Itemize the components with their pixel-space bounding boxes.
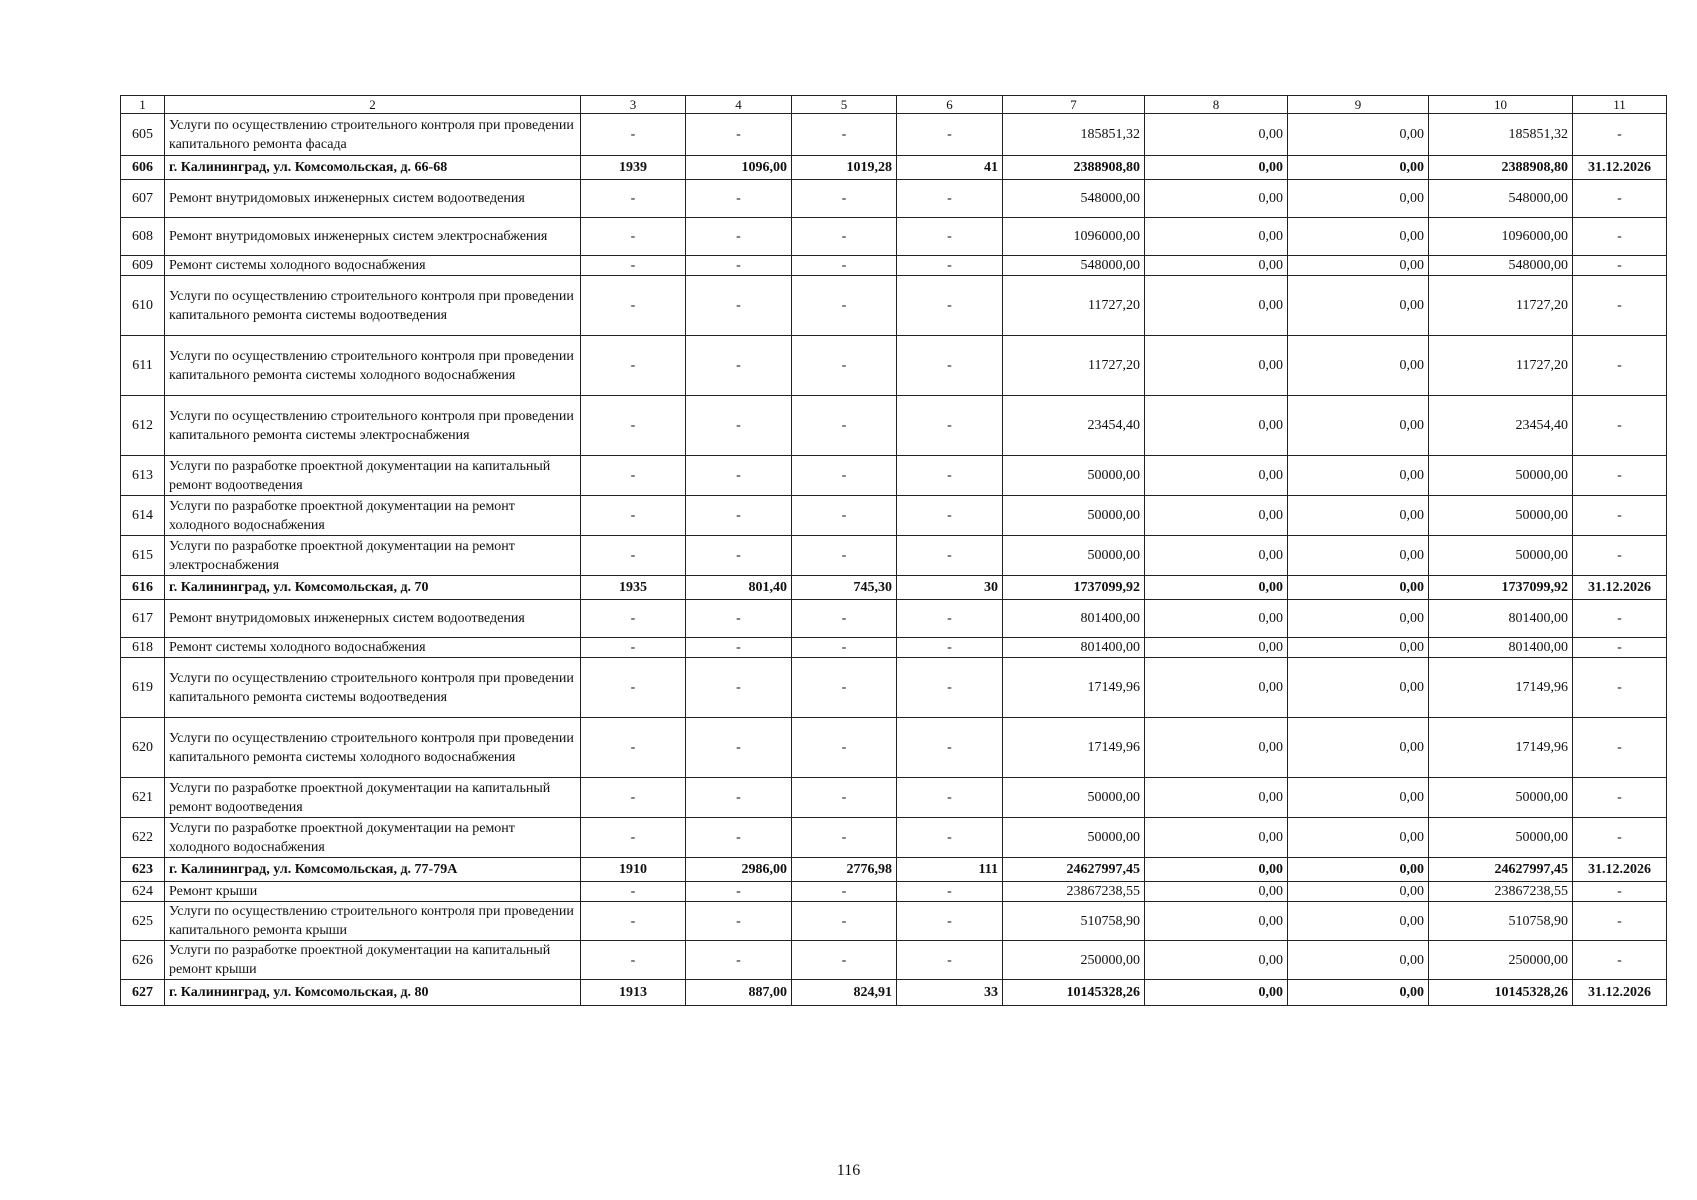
cell-col5: -	[792, 114, 897, 156]
cell-col4: -	[686, 218, 792, 256]
cell-col9: 0,00	[1288, 276, 1429, 336]
cell-col8: 0,00	[1145, 600, 1288, 638]
work-description: Услуги по осуществлению строительного контроля при проведении капитального ремонта системы холодного водоснабжения	[165, 718, 581, 778]
col-header: 1	[121, 96, 165, 114]
cell-col8: 0,00	[1145, 576, 1288, 600]
cell-col3: 1935	[581, 576, 686, 600]
cell-col4: -	[686, 902, 792, 941]
cell-col3: -	[581, 600, 686, 638]
col-header: 6	[897, 96, 1003, 114]
cell-col3: -	[581, 336, 686, 396]
cell-col9: 0,00	[1288, 638, 1429, 658]
cell-col5: -	[792, 778, 897, 818]
cell-col10: 50000,00	[1429, 496, 1573, 536]
cell-col7: 50000,00	[1003, 456, 1145, 496]
cell-col7: 250000,00	[1003, 941, 1145, 980]
cell-col8: 0,00	[1145, 902, 1288, 941]
cell-col11: 31.12.2026	[1573, 980, 1667, 1006]
cell-col3: -	[581, 496, 686, 536]
row-number: 611	[121, 336, 165, 396]
cell-col9: 0,00	[1288, 180, 1429, 218]
cell-col7: 185851,32	[1003, 114, 1145, 156]
cell-col10: 23454,40	[1429, 396, 1573, 456]
cell-col6: 41	[897, 156, 1003, 180]
cell-col7: 10145328,26	[1003, 980, 1145, 1006]
cell-col10: 17149,96	[1429, 658, 1573, 718]
table-row	[121, 180, 1667, 218]
cell-col3: -	[581, 658, 686, 718]
cell-col8: 0,00	[1145, 256, 1288, 276]
cell-col10: 510758,90	[1429, 902, 1573, 941]
cell-col4: -	[686, 536, 792, 576]
cell-col3: -	[581, 882, 686, 902]
cell-col4: 1096,00	[686, 156, 792, 180]
cell-col6: -	[897, 658, 1003, 718]
col-header: 2	[165, 96, 581, 114]
row-number: 627	[121, 980, 165, 1006]
work-description: Услуги по осуществлению строительного контроля при проведении капитального ремонта системы водоотведения	[165, 276, 581, 336]
cell-col4: -	[686, 718, 792, 778]
cell-col9: 0,00	[1288, 778, 1429, 818]
cell-col11: -	[1573, 336, 1667, 396]
cell-col7: 50000,00	[1003, 496, 1145, 536]
table-row	[121, 638, 1667, 658]
cell-col3: -	[581, 536, 686, 576]
cell-col6: -	[897, 600, 1003, 638]
cell-col7: 50000,00	[1003, 536, 1145, 576]
cell-col6: -	[897, 276, 1003, 336]
cell-col8: 0,00	[1145, 180, 1288, 218]
work-description: Услуги по разработке проектной документации на ремонт электроснабжения	[165, 536, 581, 576]
cell-col9: 0,00	[1288, 980, 1429, 1006]
row-number: 615	[121, 536, 165, 576]
cell-col10: 17149,96	[1429, 718, 1573, 778]
cell-col9: 0,00	[1288, 718, 1429, 778]
cell-col3: -	[581, 114, 686, 156]
cell-col10: 50000,00	[1429, 456, 1573, 496]
col-header: 5	[792, 96, 897, 114]
row-number: 619	[121, 658, 165, 718]
row-number: 605	[121, 114, 165, 156]
row-number: 608	[121, 218, 165, 256]
cell-col10: 1096000,00	[1429, 218, 1573, 256]
cell-col4: -	[686, 256, 792, 276]
cell-col5: -	[792, 941, 897, 980]
cell-col4: -	[686, 396, 792, 456]
cell-col8: 0,00	[1145, 114, 1288, 156]
cell-col3: -	[581, 818, 686, 858]
cell-col4: -	[686, 180, 792, 218]
cell-col8: 0,00	[1145, 818, 1288, 858]
cell-col7: 17149,96	[1003, 718, 1145, 778]
cell-col11: -	[1573, 276, 1667, 336]
cell-col4: -	[686, 276, 792, 336]
cell-col6: 33	[897, 980, 1003, 1006]
row-number: 612	[121, 396, 165, 456]
cell-col7: 801400,00	[1003, 638, 1145, 658]
cell-col4: 887,00	[686, 980, 792, 1006]
cell-col10: 801400,00	[1429, 638, 1573, 658]
cell-col5: 2776,98	[792, 858, 897, 882]
work-description: Услуги по осуществлению строительного контроля при проведении капитального ремонта системы водоотведения	[165, 658, 581, 718]
cell-col5: -	[792, 638, 897, 658]
cell-col4: -	[686, 496, 792, 536]
cell-col8: 0,00	[1145, 778, 1288, 818]
row-number: 616	[121, 576, 165, 600]
cell-col3: 1910	[581, 858, 686, 882]
cell-col11: -	[1573, 902, 1667, 941]
cell-col8: 0,00	[1145, 718, 1288, 778]
cell-col8: 0,00	[1145, 658, 1288, 718]
capital-repair-table	[120, 95, 1667, 1006]
cell-col5: -	[792, 180, 897, 218]
cell-col10: 24627997,45	[1429, 858, 1573, 882]
cell-col3: -	[581, 941, 686, 980]
cell-col5: -	[792, 658, 897, 718]
table-row	[121, 600, 1667, 638]
work-description: Услуги по разработке проектной документации на капитальный ремонт крыши	[165, 941, 581, 980]
cell-col5: -	[792, 218, 897, 256]
row-number: 622	[121, 818, 165, 858]
cell-col7: 50000,00	[1003, 818, 1145, 858]
cell-col4: -	[686, 336, 792, 396]
cell-col9: 0,00	[1288, 882, 1429, 902]
work-description: Услуги по осуществлению строительного контроля при проведении капитального ремонта фасада	[165, 114, 581, 156]
cell-col4: -	[686, 600, 792, 638]
cell-col6: -	[897, 882, 1003, 902]
table-row	[121, 882, 1667, 902]
row-number: 626	[121, 941, 165, 980]
cell-col11: -	[1573, 778, 1667, 818]
row-number: 618	[121, 638, 165, 658]
cell-col8: 0,00	[1145, 858, 1288, 882]
cell-col4: -	[686, 638, 792, 658]
cell-col5: -	[792, 882, 897, 902]
row-number: 617	[121, 600, 165, 638]
cell-col11: -	[1573, 536, 1667, 576]
cell-col7: 548000,00	[1003, 256, 1145, 276]
work-description: г. Калининград, ул. Комсомольская, д. 70	[165, 576, 581, 600]
row-number: 614	[121, 496, 165, 536]
work-description: Ремонт внутридомовых инженерных систем электроснабжения	[165, 218, 581, 256]
cell-col11: 31.12.2026	[1573, 576, 1667, 600]
cell-col3: 1913	[581, 980, 686, 1006]
cell-col11: -	[1573, 218, 1667, 256]
table-row	[121, 941, 1667, 980]
cell-col8: 0,00	[1145, 638, 1288, 658]
cell-col10: 250000,00	[1429, 941, 1573, 980]
table-row	[121, 536, 1667, 576]
cell-col6: -	[897, 818, 1003, 858]
cell-col5: -	[792, 536, 897, 576]
address-row	[121, 156, 1667, 180]
table-row	[121, 336, 1667, 396]
cell-col10: 1737099,92	[1429, 576, 1573, 600]
cell-col11: -	[1573, 496, 1667, 536]
table-row	[121, 276, 1667, 336]
cell-col6: -	[897, 218, 1003, 256]
cell-col10: 10145328,26	[1429, 980, 1573, 1006]
cell-col7: 24627997,45	[1003, 858, 1145, 882]
cell-col5: -	[792, 276, 897, 336]
col-header: 7	[1003, 96, 1145, 114]
cell-col5: 745,30	[792, 576, 897, 600]
table-row	[121, 496, 1667, 536]
row-number: 607	[121, 180, 165, 218]
cell-col9: 0,00	[1288, 156, 1429, 180]
cell-col3: -	[581, 638, 686, 658]
work-description: г. Калининград, ул. Комсомольская, д. 77-79А	[165, 858, 581, 882]
cell-col4: -	[686, 882, 792, 902]
cell-col4: 801,40	[686, 576, 792, 600]
row-number: 620	[121, 718, 165, 778]
table-row	[121, 114, 1667, 156]
cell-col5: -	[792, 496, 897, 536]
col-header: 8	[1145, 96, 1288, 114]
cell-col5: 1019,28	[792, 156, 897, 180]
cell-col3: -	[581, 396, 686, 456]
page-number: 116	[836, 1162, 861, 1179]
cell-col5: -	[792, 818, 897, 858]
cell-col4: -	[686, 456, 792, 496]
row-number: 606	[121, 156, 165, 180]
table-row	[121, 778, 1667, 818]
cell-col7: 17149,96	[1003, 658, 1145, 718]
cell-col11: -	[1573, 658, 1667, 718]
work-description: Ремонт внутридомовых инженерных систем водоотведения	[165, 180, 581, 218]
cell-col10: 548000,00	[1429, 180, 1573, 218]
cell-col11: 31.12.2026	[1573, 858, 1667, 882]
cell-col3: -	[581, 218, 686, 256]
cell-col9: 0,00	[1288, 496, 1429, 536]
cell-col6: -	[897, 336, 1003, 396]
cell-col7: 1737099,92	[1003, 576, 1145, 600]
cell-col9: 0,00	[1288, 336, 1429, 396]
cell-col8: 0,00	[1145, 336, 1288, 396]
cell-col6: -	[897, 496, 1003, 536]
table-row	[121, 256, 1667, 276]
work-description: Услуги по осуществлению строительного контроля при проведении капитального ремонта системы холодного водоснабжения	[165, 336, 581, 396]
col-header: 9	[1288, 96, 1429, 114]
cell-col7: 50000,00	[1003, 778, 1145, 818]
cell-col6: -	[897, 180, 1003, 218]
address-row	[121, 980, 1667, 1006]
cell-col6: -	[897, 902, 1003, 941]
table-row	[121, 658, 1667, 718]
cell-col9: 0,00	[1288, 902, 1429, 941]
cell-col9: 0,00	[1288, 818, 1429, 858]
table-row	[121, 218, 1667, 256]
col-header: 10	[1429, 96, 1573, 114]
cell-col7: 801400,00	[1003, 600, 1145, 638]
cell-col7: 11727,20	[1003, 276, 1145, 336]
cell-col6: -	[897, 638, 1003, 658]
cell-col5: -	[792, 396, 897, 456]
cell-col5: -	[792, 718, 897, 778]
cell-col7: 510758,90	[1003, 902, 1145, 941]
cell-col11: -	[1573, 456, 1667, 496]
cell-col6: -	[897, 778, 1003, 818]
cell-col11: -	[1573, 396, 1667, 456]
cell-col5: -	[792, 336, 897, 396]
col-header: 3	[581, 96, 686, 114]
row-number: 623	[121, 858, 165, 882]
cell-col3: -	[581, 902, 686, 941]
cell-col8: 0,00	[1145, 276, 1288, 336]
address-row	[121, 576, 1667, 600]
work-description: Услуги по разработке проектной документации на ремонт холодного водоснабжения	[165, 818, 581, 858]
cell-col6: -	[897, 718, 1003, 778]
cell-col10: 801400,00	[1429, 600, 1573, 638]
cell-col4: -	[686, 941, 792, 980]
cell-col8: 0,00	[1145, 456, 1288, 496]
cell-col3: -	[581, 718, 686, 778]
cell-col10: 11727,20	[1429, 336, 1573, 396]
col-header: 11	[1573, 96, 1667, 114]
cell-col10: 2388908,80	[1429, 156, 1573, 180]
cell-col9: 0,00	[1288, 858, 1429, 882]
cell-col3: -	[581, 256, 686, 276]
cell-col3: -	[581, 456, 686, 496]
cell-col10: 548000,00	[1429, 256, 1573, 276]
cell-col11: -	[1573, 882, 1667, 902]
cell-col7: 1096000,00	[1003, 218, 1145, 256]
cell-col7: 548000,00	[1003, 180, 1145, 218]
cell-col10: 23867238,55	[1429, 882, 1573, 902]
work-description: Услуги по разработке проектной документации на капитальный ремонт водоотведения	[165, 456, 581, 496]
cell-col6: -	[897, 256, 1003, 276]
cell-col8: 0,00	[1145, 396, 1288, 456]
cell-col8: 0,00	[1145, 156, 1288, 180]
cell-col5: 824,91	[792, 980, 897, 1006]
row-number: 625	[121, 902, 165, 941]
cell-col6: -	[897, 536, 1003, 576]
work-description: г. Калининград, ул. Комсомольская, д. 80	[165, 980, 581, 1006]
cell-col5: -	[792, 256, 897, 276]
table-row	[121, 396, 1667, 456]
cell-col8: 0,00	[1145, 941, 1288, 980]
cell-col9: 0,00	[1288, 114, 1429, 156]
cell-col6: 111	[897, 858, 1003, 882]
cell-col10: 185851,32	[1429, 114, 1573, 156]
table-row	[121, 456, 1667, 496]
column-number-row	[121, 96, 1667, 114]
cell-col5: -	[792, 902, 897, 941]
work-description: Услуги по осуществлению строительного контроля при проведении капитального ремонта системы электроснабжения	[165, 396, 581, 456]
cell-col6: -	[897, 396, 1003, 456]
row-number: 621	[121, 778, 165, 818]
cell-col10: 11727,20	[1429, 276, 1573, 336]
cell-col5: -	[792, 456, 897, 496]
cell-col11: -	[1573, 941, 1667, 980]
work-description: г. Калининград, ул. Комсомольская, д. 66-68	[165, 156, 581, 180]
cell-col9: 0,00	[1288, 396, 1429, 456]
cell-col4: -	[686, 778, 792, 818]
cell-col11: -	[1573, 638, 1667, 658]
cell-col9: 0,00	[1288, 600, 1429, 638]
cell-col3: 1939	[581, 156, 686, 180]
cell-col7: 11727,20	[1003, 336, 1145, 396]
cell-col4: -	[686, 818, 792, 858]
cell-col11: -	[1573, 256, 1667, 276]
row-number: 609	[121, 256, 165, 276]
cell-col11: -	[1573, 600, 1667, 638]
row-number: 610	[121, 276, 165, 336]
cell-col9: 0,00	[1288, 576, 1429, 600]
cell-col8: 0,00	[1145, 218, 1288, 256]
cell-col8: 0,00	[1145, 536, 1288, 576]
cell-col11: -	[1573, 180, 1667, 218]
cell-col11: -	[1573, 718, 1667, 778]
table-row	[121, 718, 1667, 778]
cell-col11: -	[1573, 818, 1667, 858]
cell-col7: 2388908,80	[1003, 156, 1145, 180]
work-description: Ремонт системы холодного водоснабжения	[165, 638, 581, 658]
cell-col9: 0,00	[1288, 536, 1429, 576]
cell-col9: 0,00	[1288, 456, 1429, 496]
row-number: 613	[121, 456, 165, 496]
row-number: 624	[121, 882, 165, 902]
cell-col9: 0,00	[1288, 658, 1429, 718]
table-row	[121, 818, 1667, 858]
work-description: Услуги по осуществлению строительного контроля при проведении капитального ремонта крыши	[165, 902, 581, 941]
cell-col8: 0,00	[1145, 980, 1288, 1006]
cell-col5: -	[792, 600, 897, 638]
cell-col4: 2986,00	[686, 858, 792, 882]
table-row	[121, 902, 1667, 941]
cell-col6: 30	[897, 576, 1003, 600]
cell-col6: -	[897, 114, 1003, 156]
cell-col10: 50000,00	[1429, 778, 1573, 818]
cell-col6: -	[897, 941, 1003, 980]
cell-col9: 0,00	[1288, 941, 1429, 980]
cell-col4: -	[686, 114, 792, 156]
cell-col3: -	[581, 180, 686, 218]
cell-col6: -	[897, 456, 1003, 496]
work-description: Услуги по разработке проектной документации на капитальный ремонт водоотведения	[165, 778, 581, 818]
table-body	[121, 114, 1667, 1006]
work-description: Услуги по разработке проектной документации на ремонт холодного водоснабжения	[165, 496, 581, 536]
work-description: Ремонт крыши	[165, 882, 581, 902]
cell-col10: 50000,00	[1429, 536, 1573, 576]
cell-col3: -	[581, 778, 686, 818]
cell-col11: -	[1573, 114, 1667, 156]
cell-col7: 23867238,55	[1003, 882, 1145, 902]
work-description: Ремонт системы холодного водоснабжения	[165, 256, 581, 276]
cell-col7: 23454,40	[1003, 396, 1145, 456]
cell-col9: 0,00	[1288, 218, 1429, 256]
cell-col3: -	[581, 276, 686, 336]
cell-col10: 50000,00	[1429, 818, 1573, 858]
cell-col8: 0,00	[1145, 496, 1288, 536]
cell-col4: -	[686, 658, 792, 718]
address-row	[121, 858, 1667, 882]
col-header: 4	[686, 96, 792, 114]
cell-col9: 0,00	[1288, 256, 1429, 276]
cell-col8: 0,00	[1145, 882, 1288, 902]
cell-col11: 31.12.2026	[1573, 156, 1667, 180]
work-description: Ремонт внутридомовых инженерных систем водоотведения	[165, 600, 581, 638]
